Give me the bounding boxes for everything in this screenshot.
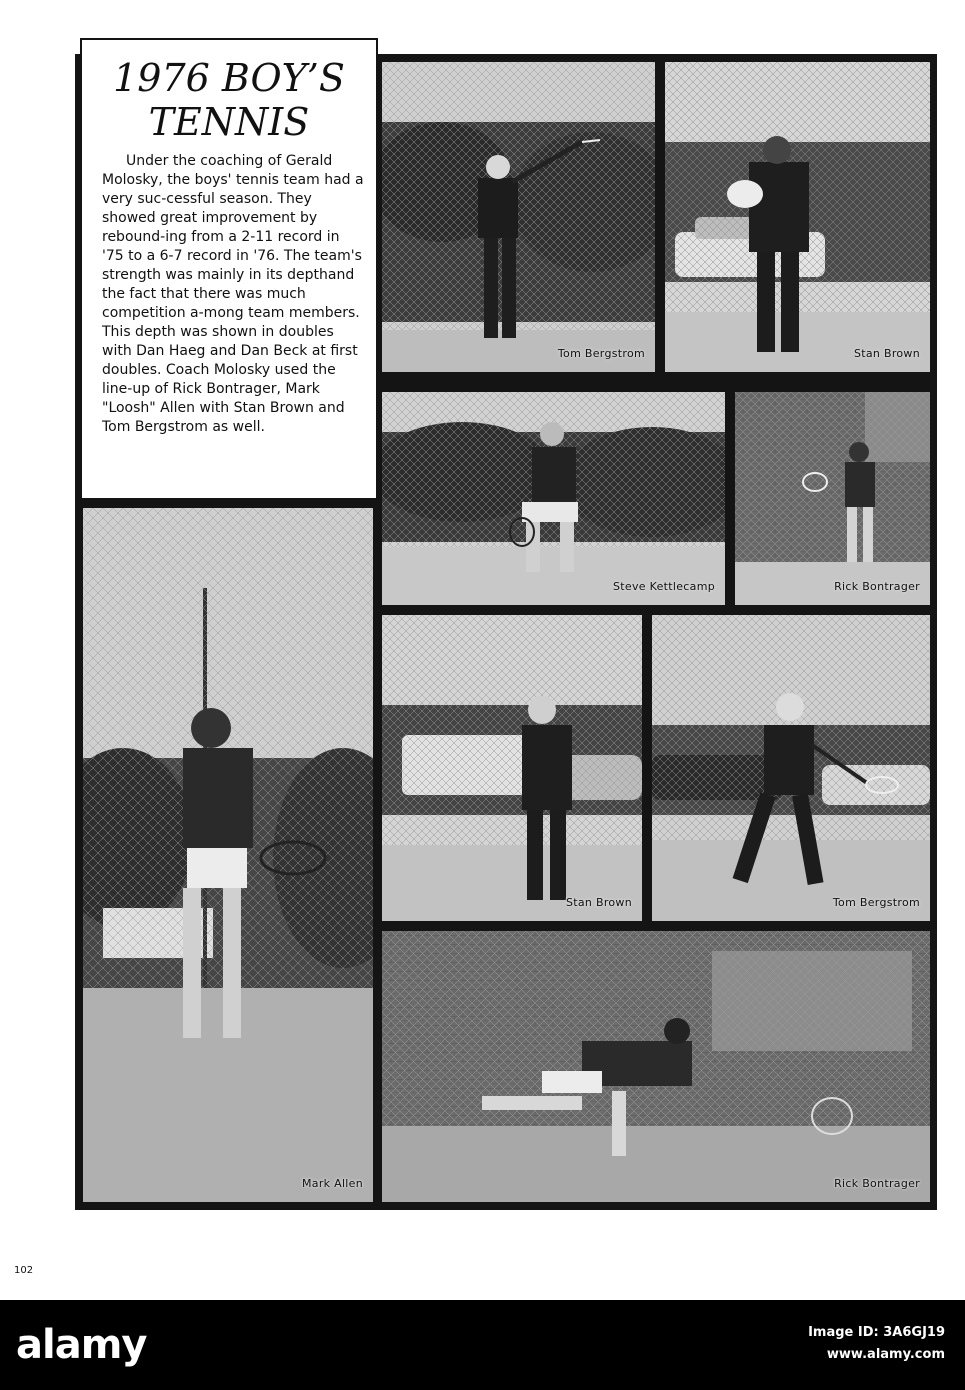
photo-tennis-backhand bbox=[735, 392, 930, 605]
photo-image bbox=[665, 62, 930, 372]
image-id-block bbox=[808, 1322, 945, 1366]
photo-caption: Rick Bontrager bbox=[834, 580, 920, 593]
photo-tennis-low-volley bbox=[382, 931, 930, 1202]
photo-caption: Steve Kettlecamp bbox=[612, 580, 715, 593]
photo-tennis-stance bbox=[382, 615, 642, 921]
article-text-box bbox=[80, 38, 378, 500]
photo-caption: Mark Allen bbox=[302, 1177, 363, 1190]
photo-tennis-large bbox=[83, 508, 373, 1202]
photo-image bbox=[382, 931, 930, 1202]
photo-tennis-forehand bbox=[665, 62, 930, 372]
photo-tennis-serve bbox=[382, 62, 655, 372]
photo-caption: Stan Brown bbox=[565, 896, 632, 909]
photo-image bbox=[83, 508, 373, 1202]
site-url: www.alamy.com bbox=[826, 1347, 945, 1362]
photo-tennis-lunge bbox=[652, 615, 930, 921]
article-title-line: TENNIS bbox=[148, 100, 310, 144]
photo-image bbox=[382, 392, 725, 605]
watermark-footer bbox=[0, 1300, 965, 1390]
photo-caption: Tom Bergstrom bbox=[832, 896, 920, 909]
photo-caption: Stan Brown bbox=[853, 347, 920, 360]
article-title bbox=[82, 56, 376, 144]
photo-tennis-ready bbox=[382, 392, 725, 605]
article-body: Under the coaching of Gerald Molosky, the boys' tennis team had a very suc-cessful season. They showed great improvement by rebound-ing from a 2-11 record in '75 to a 6-7 record in '76. The team's strength was mainly in its depthand the fact that there was much competition a-mong team members. This depth was shown in doubles with Dan Haeg and Dan Beck at first doubles. Coach Molosky used the line-up of Rick Bontrager, Mark "Loosh" Allen with Stan Brown and Tom Bergstrom as well. bbox=[102, 153, 364, 435]
image-id: Image ID: 3A6GJ19 bbox=[808, 1325, 945, 1340]
photo-caption: Rick Bontrager bbox=[834, 1177, 920, 1190]
photo-caption: Tom Bergstrom bbox=[557, 347, 645, 360]
page-number: 102 bbox=[14, 1265, 34, 1276]
brand-logo: alamy bbox=[16, 1322, 147, 1368]
photo-image bbox=[735, 392, 930, 605]
article-title-line: 1976 BOY’S bbox=[113, 56, 345, 100]
photo-image bbox=[652, 615, 930, 921]
photo-image bbox=[382, 62, 655, 372]
photo-image bbox=[382, 615, 642, 921]
